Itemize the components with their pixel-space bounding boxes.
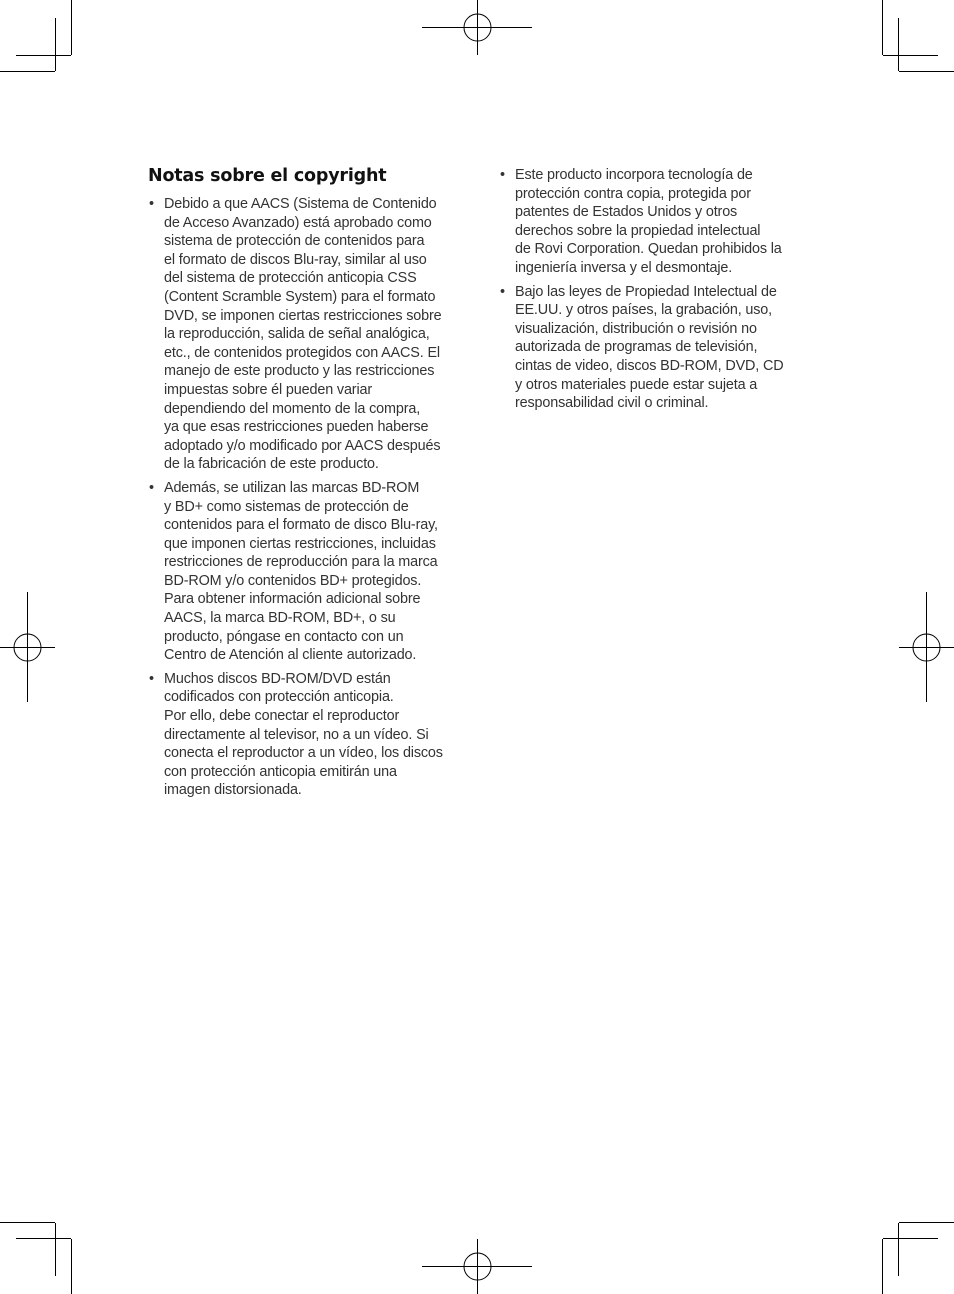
bullet-icon: • <box>149 479 155 496</box>
bullet-icon: • <box>149 670 155 687</box>
bullet-icon: • <box>500 167 506 183</box>
copyright-notes-list-left <box>148 195 443 805</box>
registration-mark-right <box>899 592 954 702</box>
crop-mark-top-left <box>0 0 72 72</box>
list-item <box>499 283 783 413</box>
list-item <box>148 195 443 474</box>
list-item-text: Bajo las leyes de Propiedad Intelectual de EE.UU. y otros países, la grabación, uso, visualización, distribución o revisión no autorizada de programas de televisión, cintas de video, discos BD-ROM, DVD, CD y otros materiales puede estar sujeta a responsabilidad civil o criminal. <box>515 283 784 412</box>
list-item <box>499 166 783 278</box>
list-item <box>148 479 443 665</box>
bullet-icon: • <box>500 283 506 300</box>
list-item-text: Muchos discos BD-ROM/DVD están codificados con protección anticopia. Por ello, debe conectar el reproductor directamente al televisor, no a un vídeo. Si conecta el reproductor a un vídeo, los discos con protección anticopia emitirán una imagen distorsionada. <box>164 670 443 799</box>
bullet-icon: • <box>149 196 155 212</box>
registration-mark-top <box>422 0 532 55</box>
registration-mark-bottom <box>422 1239 532 1294</box>
crop-mark-bottom-left <box>0 1223 72 1294</box>
registration-mark-left <box>0 592 55 702</box>
list-item <box>148 670 443 800</box>
list-item-text: Este producto incorpora tecnología de protección contra copia, protegida por patentes de Estados Unidos y otros derechos sobre la propiedad intelectual de Rovi Corporation. Quedan prohibidos la ingeniería inversa y el desmontaje. <box>515 167 782 276</box>
list-item-text: Debido a que AACS (Sistema de Contenido de Acceso Avanzado) está aprobado como sistema de protección de contenidos para el formato de discos Blu-ray, similar al uso del sistema de protección anticopia CSS (Content Scramble System) para el formato DVD, se imponen ciertas restricciones sobre la reproducción, salida de señal analógica, etc., de contenidos protegidos con AACS. El manejo de este producto y las restricciones impuestas sobre él pueden variar dependiendo del momento de la compra, ya que esas restricciones pueden haberse adoptado y/o modificado por AACS después de la fabricación de este producto. <box>164 196 442 473</box>
copyright-notes-list-right <box>499 166 783 418</box>
section-heading: Notas sobre el copyright <box>148 166 387 186</box>
crop-mark-top-right <box>883 0 954 72</box>
list-item-text: Además, se utilizan las marcas BD-ROM y BD+ como sistemas de protección de contenidos para el formato de disco Blu-ray, que imponen ciertas restricciones, incluidas restricciones de reproducción para la marca BD-ROM y/o contenidos BD+ protegidos. Para obtener información adicional sobre AACS, la marca BD-ROM, BD+, o su producto, póngase en contacto con un Centro de Atención al cliente autorizado. <box>164 479 438 664</box>
crop-mark-bottom-right <box>883 1223 954 1294</box>
